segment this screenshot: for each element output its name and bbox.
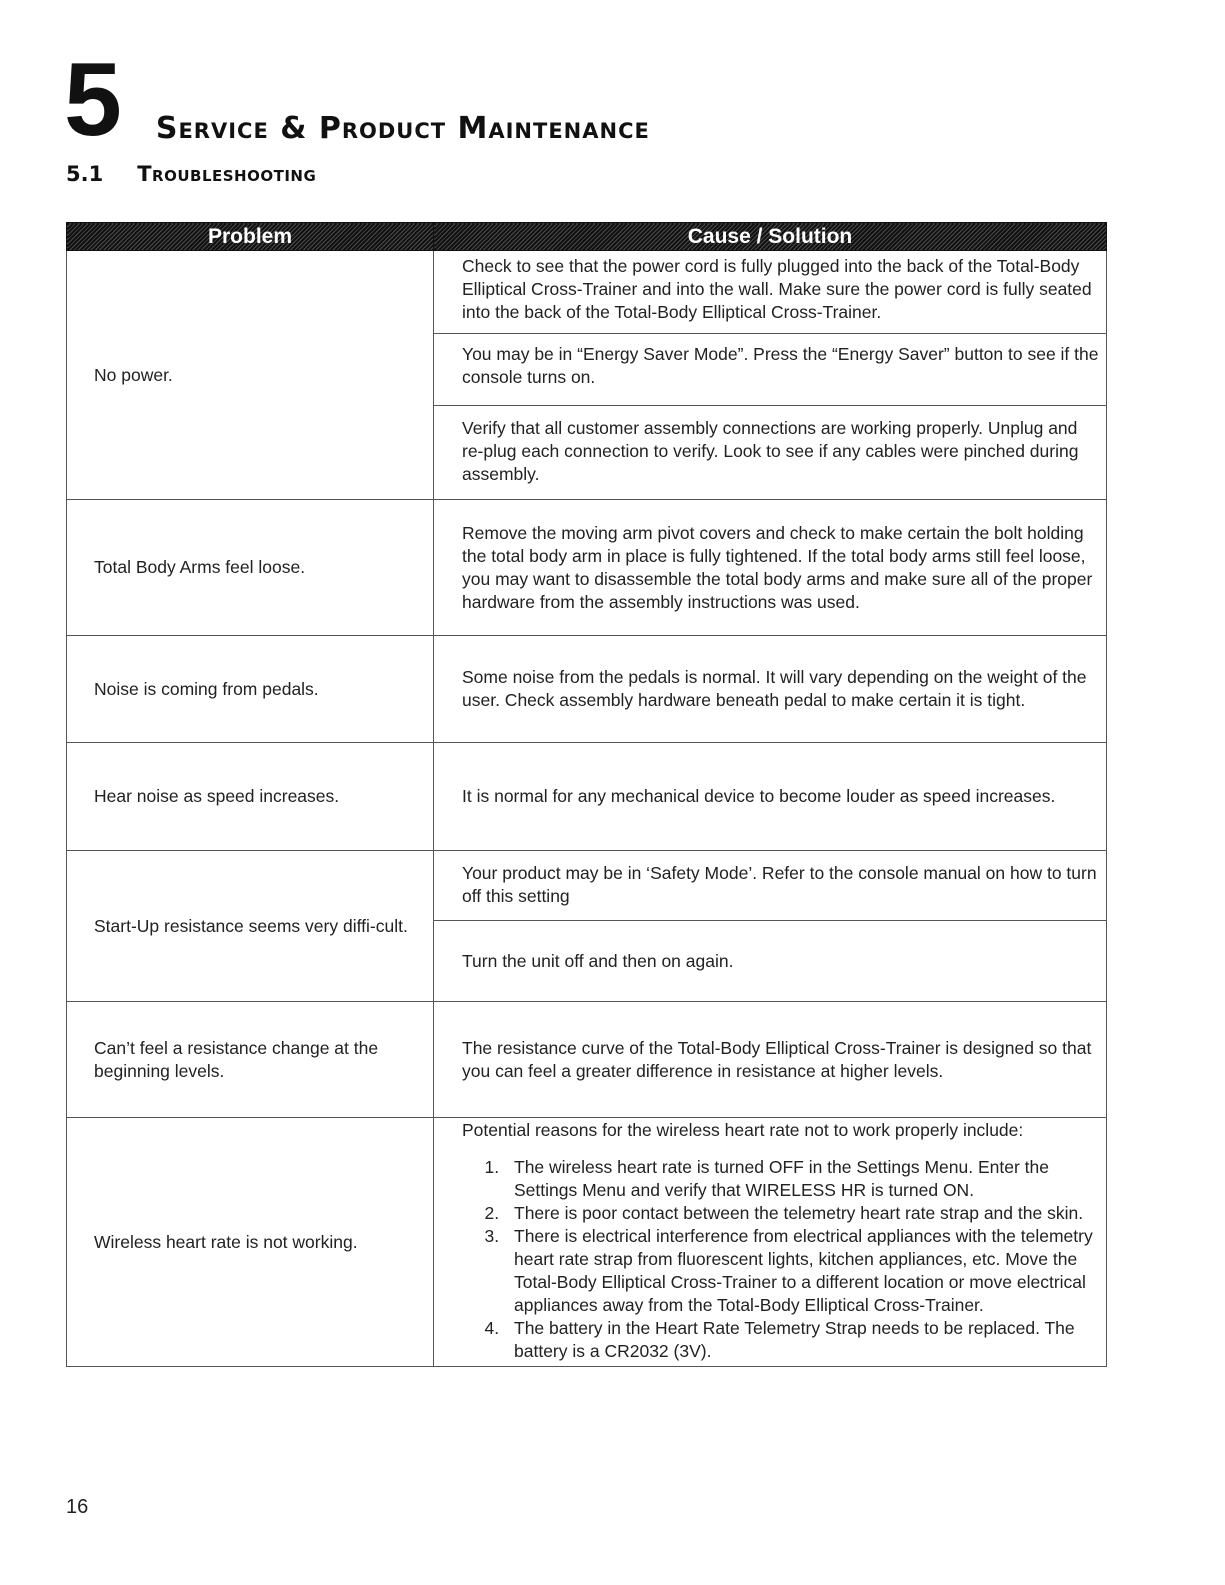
- solution-cell: [434, 851, 1107, 1002]
- table-row: [67, 636, 1107, 743]
- solution-cell: [434, 251, 1107, 500]
- table-row: [67, 251, 1107, 500]
- solution-text: Turn the unit off and then on again.: [462, 950, 734, 971]
- problem-cell: Start-Up resistance seems very diffi-cult.: [67, 851, 434, 1002]
- solution-text: You may be in “Energy Saver Mode”. Press the “Energy Saver” button to see if the console turns on.: [434, 334, 1106, 406]
- solution-cell: [434, 1002, 1107, 1118]
- section-heading: [66, 162, 316, 186]
- solution-cell: [434, 636, 1107, 743]
- list-item: 2. There is poor contact between the telemetry heart rate strap and the skin.: [504, 1202, 1102, 1225]
- reason-list: [462, 1156, 1102, 1363]
- problem-cell: Total Body Arms feel loose.: [67, 500, 434, 636]
- section-title: Troubleshooting: [137, 162, 317, 186]
- table-header-row: [67, 223, 1107, 251]
- section-number: 5.1: [66, 162, 104, 186]
- list-item: 3. There is electrical interference from electrical appliances with the telemetry heart rate strap from fluorescent lights, kitchen appliances, etc. Move the Total-Body Elliptical Cross-Trainer to a different location or move electrical appliances away from the Total-Body Elliptical Cross-Trainer.: [504, 1225, 1102, 1317]
- troubleshooting-table: [66, 222, 1107, 1367]
- problem-cell: Hear noise as speed increases.: [67, 743, 434, 851]
- table-row: [67, 1118, 1107, 1367]
- solution-text: Verify that all customer assembly connections are working properly. Unplug and re-plug each connection to verify. Look to see if any cables were pinched during assembly.: [462, 418, 1079, 484]
- header-cause-solution: Cause / Solution: [434, 223, 1107, 251]
- table-row: [67, 500, 1107, 636]
- solution-text: The resistance curve of the Total-Body Elliptical Cross-Trainer is designed so that you can feel a greater difference in resistance at higher levels.: [462, 1037, 1092, 1081]
- chapter-heading: [64, 42, 650, 158]
- solution-cell: [434, 500, 1107, 636]
- page-number: 16: [66, 1496, 89, 1518]
- solution-cell: [434, 743, 1107, 851]
- solution-text: It is normal for any mechanical device to become louder as speed increases.: [462, 786, 1056, 806]
- solution-text: Your product may be in ‘Safety Mode’. Refer to the console manual on how to turn off this setting: [434, 851, 1106, 921]
- heart-rate-solution: [434, 1118, 1106, 1366]
- list-item: 4. The battery in the Heart Rate Telemetry Strap needs to be replaced. The battery is a CR2032 (3V).: [504, 1317, 1102, 1363]
- solution-cell: [434, 1118, 1107, 1367]
- solution-text: Remove the moving arm pivot covers and check to make certain the bolt holding the total body arm in place is fully tightened. If the total body arms still feel loose, you may want to disassemble the total body arms and make sure all of the proper hardware from the assembly instructions was used.: [462, 522, 1093, 612]
- table-row: [67, 1002, 1107, 1118]
- solution-text: Check to see that the power cord is fully plugged into the back of the Total-Body Elliptical Cross-Trainer and into the wall. Make sure the power cord is fully seated into the back of the Total-Body Elliptical Cross-Trainer.: [434, 251, 1106, 334]
- problem-cell: Can’t feel a resistance change at the beginning levels.: [67, 1002, 434, 1118]
- header-problem: Problem: [67, 223, 434, 251]
- chapter-title: Service & Product Maintenance: [155, 111, 650, 146]
- solution-text: Some noise from the pedals is normal. It will vary depending on the weight of the user. Check assembly hardware beneath pedal to make certain it is tight.: [462, 667, 1087, 710]
- problem-cell: No power.: [67, 251, 434, 500]
- problem-cell: Wireless heart rate is not working.: [67, 1118, 434, 1367]
- chapter-number: 5: [64, 42, 122, 158]
- table-row: [67, 851, 1107, 1002]
- problem-cell: Noise is coming from pedals.: [67, 636, 434, 743]
- list-item: 1. The wireless heart rate is turned OFF in the Settings Menu. Enter the Settings Menu and verify that WIRELESS HR is turned ON.: [504, 1156, 1102, 1202]
- table-row: [67, 743, 1107, 851]
- solution-intro: Potential reasons for the wireless heart rate not to work properly include:: [462, 1120, 1024, 1140]
